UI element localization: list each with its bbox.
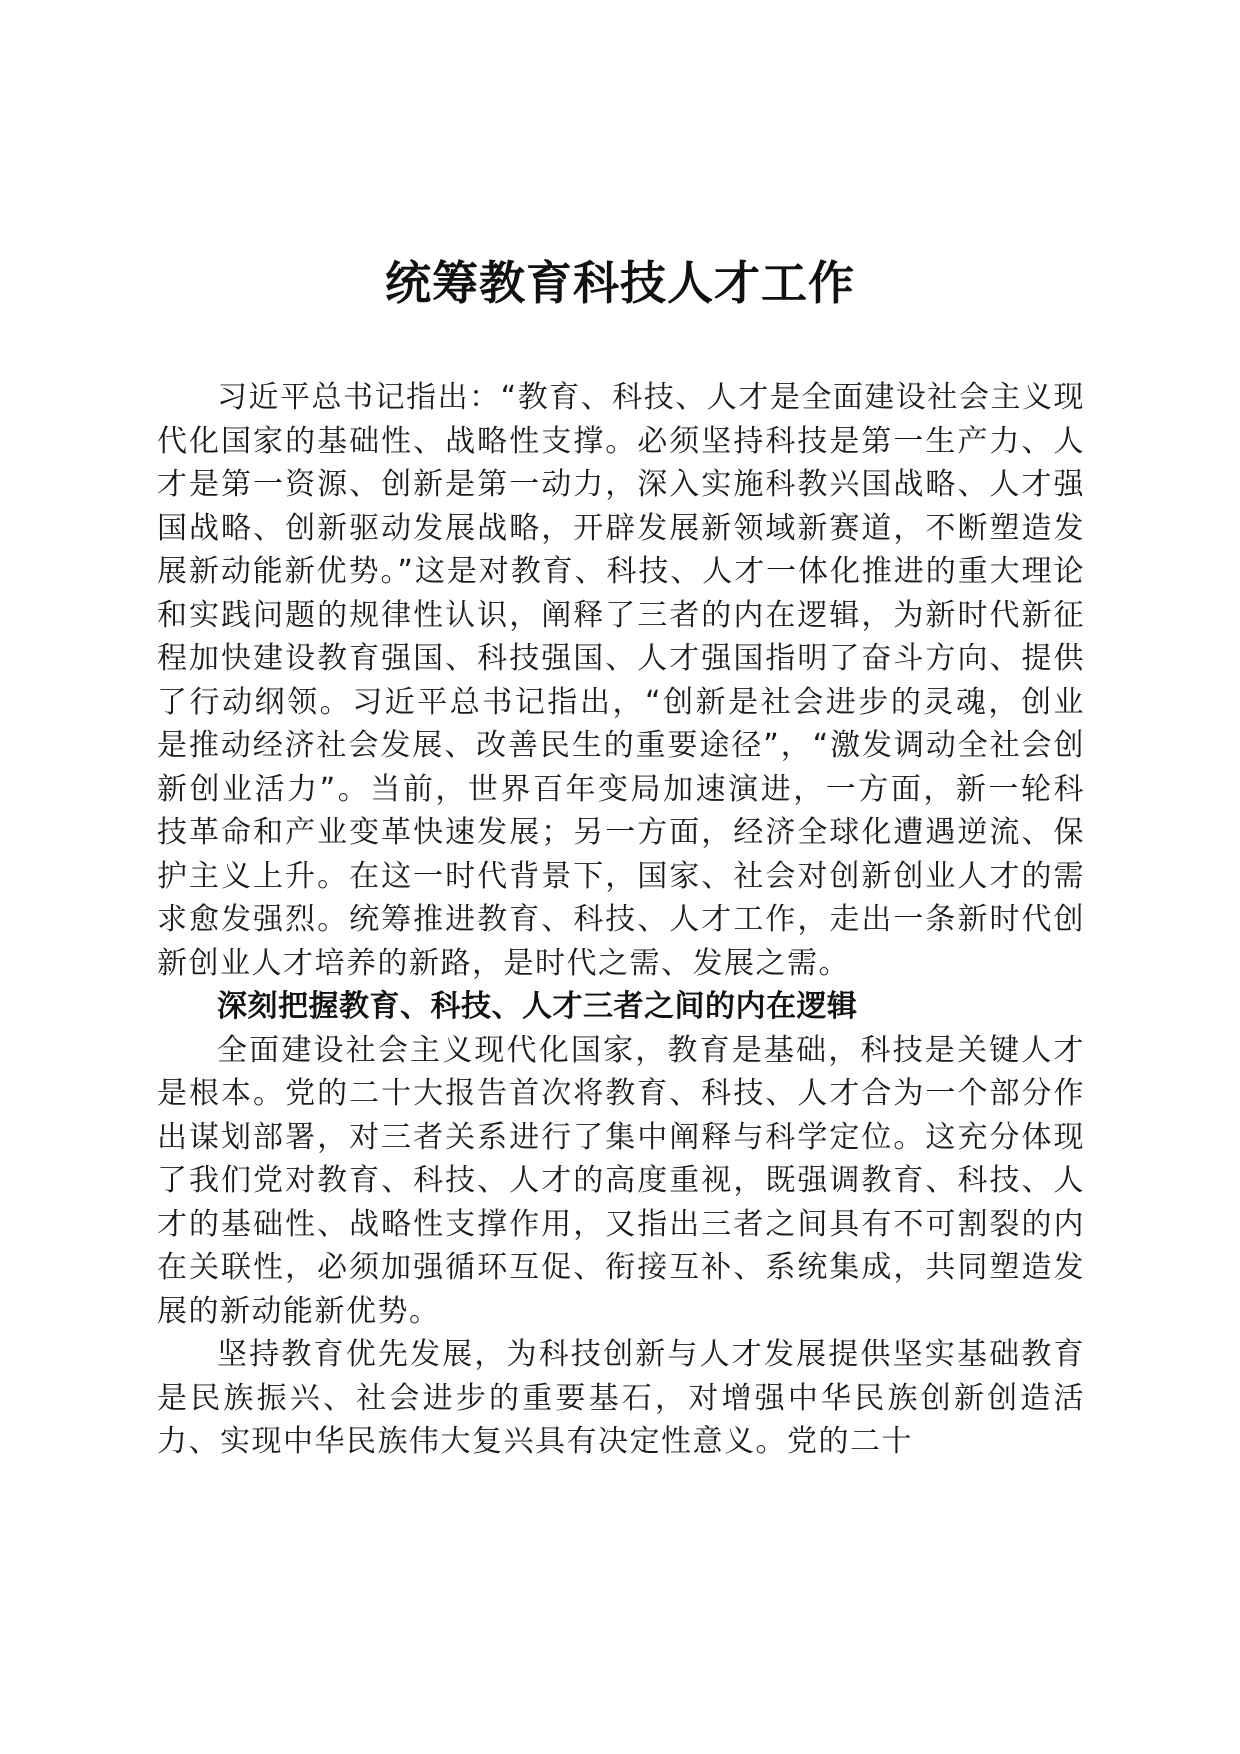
section-heading: 深刻把握教育、科技、人才三者之间的内在逻辑 — [217, 989, 858, 1024]
paragraph-section-1: 全面建设社会主义现代化国家，教育是基础，科技是关键人才是根本。党的二十大报告首次将教育、科技、人才合为一个部分作出谋划部署，对三者关系进行了集中阐释与科学定位。这充分体现了我们党对教育、科技、人才的高度重视，既强调教育、科技、人才的基础性、战略性支撑作用，又指出三者之间具有不可割裂的内在关联性，必须加强循环互促、衔接互补、系统集成，共同塑造发展的新动能新优势。 — [157, 1032, 1085, 1329]
paragraph-section-2: 坚持教育优先发展，为科技创新与人才发展提供坚实基础教育是民族振兴、社会进步的重要基石，对增强中华民族创新创造活力、实现中华民族伟大复兴具有决定性意义。党的二十 — [157, 1337, 1085, 1459]
paragraph-intro: 习近平总书记指出：“教育、科技、人才是全面建设社会主义现代化国家的基础性、战略性支撑。必须坚持科技是第一生产力、人才是第一资源、创新是第一动力，深入实施科教兴国战略、人才强国战略、创新驱动发展战略，开辟发展新领域新赛道，不断塑造发展新动能新优势。”这是对教育、科技、人才一体化推进的重大理论和实践问题的规律性认识，阐释了三者的内在逻辑，为新时代新征程加快建设教育强国、科技强国、人才强国指明了奋斗方向、提供了行动纲领。习近平总书记指出，“创新是社会进步的灵魂，创业是推动经济社会发展、改善民生的重要途径”，“激发调动全社会创新创业活力”。当前，世界百年变局加速演进，一方面，新一轮科技革命和产业变革快速发展；另一方面，经济全球化遭遇逆流、保护主义上升。在这一时代背景下，国家、社会对创新创业人才的需求愈发强烈。统筹推进教育、科技、人才工作，走出一条新时代创新创业人才培养的新路，是时代之需、发展之需。 — [157, 380, 1085, 981]
document-title: 统筹教育科技人才工作 — [385, 256, 855, 310]
document-body — [157, 376, 1085, 1464]
